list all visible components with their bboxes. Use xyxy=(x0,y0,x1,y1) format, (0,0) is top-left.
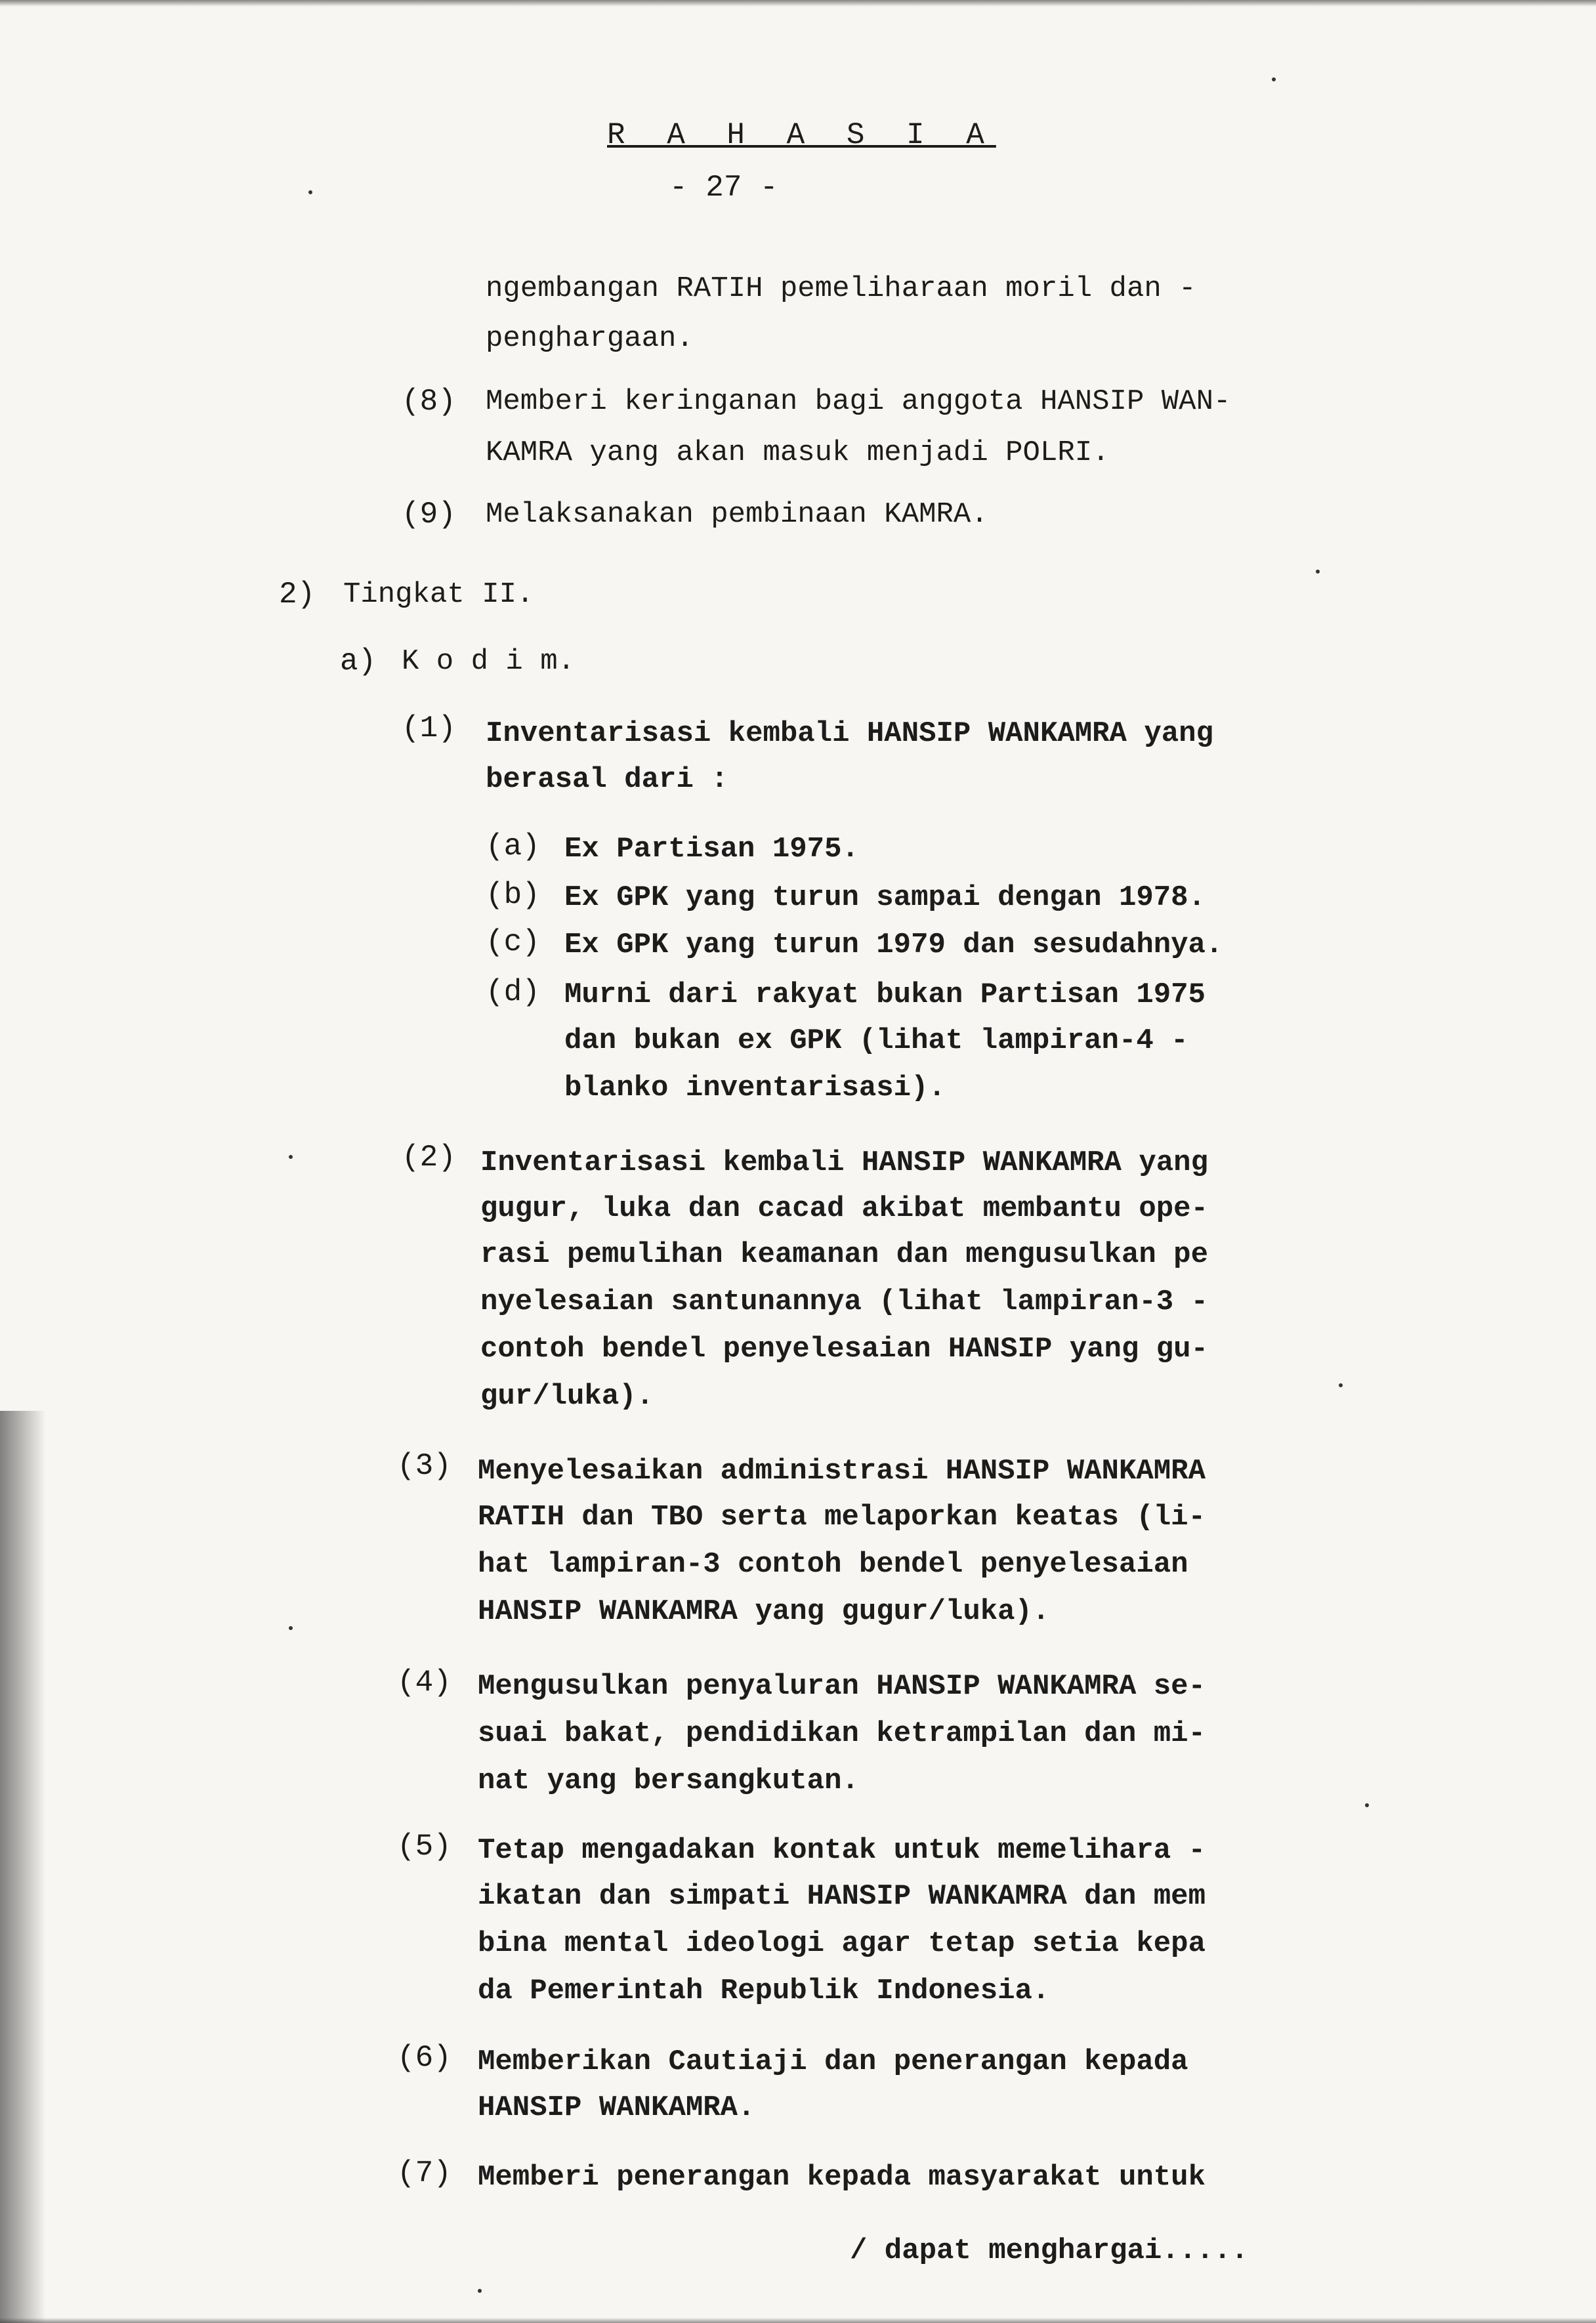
item-text-line: Inventarisasi kembali HANSIP WANKAMRA yang xyxy=(486,717,1213,750)
item-text-line: Menyelesaikan administrasi HANSIP WANKAMRA xyxy=(478,1455,1206,1488)
item-label: (4) xyxy=(397,1665,452,1700)
item-text-line: Memberi penerangan kepada masyarakat untuk xyxy=(478,2161,1206,2194)
item-text-line: Mengusulkan penyaluran HANSIP WANKAMRA se- xyxy=(478,1670,1206,1703)
continuation-line-1: ngembangan RATIH pemeliharaan moril dan - xyxy=(486,272,1196,305)
item-text-line: da Pemerintah Republik Indonesia. xyxy=(478,1975,1050,2007)
section-title: Tingkat II. xyxy=(343,578,534,611)
item-text-line: Melaksanakan pembinaan KAMRA. xyxy=(486,498,988,531)
item-label: (2) xyxy=(402,1141,456,1175)
item-text-line: gur/luka). xyxy=(480,1380,654,1413)
subitem-text-line: Murni dari rakyat bukan Partisan 1975 xyxy=(564,978,1206,1011)
section-label: 2) xyxy=(279,577,316,612)
item-text-line: hat lampiran-3 contoh bendel penyelesaian xyxy=(478,1548,1188,1581)
item-text-line: Tetap mengadakan kontak untuk memelihara - xyxy=(478,1834,1206,1867)
subitem-text-line: Ex Partisan 1975. xyxy=(564,833,859,866)
scan-speck xyxy=(308,190,312,194)
subitem-label: (b) xyxy=(486,878,540,912)
classification-header: R A H A S I A xyxy=(607,118,996,152)
scan-speck xyxy=(289,1626,293,1630)
item-text-line: ikatan dan simpati HANSIP WANKAMRA dan mem xyxy=(478,1880,1206,1913)
item-text-line: berasal dari : xyxy=(486,763,728,796)
subitem-text-line: dan bukan ex GPK (lihat lampiran-4 - xyxy=(564,1024,1188,1057)
item-text-line: rasi pemulihan keamanan dan mengusulkan pe xyxy=(480,1238,1208,1271)
item-text-line: Memberi keringanan bagi anggota HANSIP WAN- xyxy=(486,385,1231,418)
item-label: (5) xyxy=(397,1830,452,1864)
item-label: (7) xyxy=(397,2156,452,2190)
subitem-label: (c) xyxy=(486,925,540,959)
subitem-text-line: blanko inventarisasi). xyxy=(564,1072,946,1104)
scan-speck xyxy=(1339,1383,1343,1387)
subsection-label: a) xyxy=(340,644,377,679)
item-text-line: bina mental ideologi agar tetap setia kepa xyxy=(478,1927,1206,1960)
page-number: - 27 - xyxy=(669,171,778,205)
item-text-line: contoh bendel penyelesaian HANSIP yang gu- xyxy=(480,1333,1208,1366)
item-text-line: HANSIP WANKAMRA yang gugur/luka). xyxy=(478,1595,1050,1628)
item-label: (1) xyxy=(402,711,456,745)
item-text-line: RATIH dan TBO serta melaporkan keatas (li- xyxy=(478,1501,1206,1534)
item-text-line: HANSIP WANKAMRA. xyxy=(478,2091,755,2124)
item-text-line: suai bakat, pendidikan ketrampilan dan mi- xyxy=(478,1717,1206,1750)
subsection-title: K o d i m. xyxy=(402,645,576,678)
scan-speck xyxy=(1316,570,1320,574)
scan-speck xyxy=(289,1155,293,1159)
subitem-text-line: Ex GPK yang turun sampai dengan 1978. xyxy=(564,881,1206,914)
item-text-line: nyelesaian santunannya (lihat lampiran-3 - xyxy=(480,1286,1208,1318)
scan-edge-bottom xyxy=(0,2318,1596,2323)
item-text-line: Inventarisasi kembali HANSIP WANKAMRA yang xyxy=(480,1146,1208,1179)
catchword: / dapat menghargai..... xyxy=(850,2234,1249,2267)
scan-edge-left xyxy=(0,1411,46,2323)
item-text-line: Memberikan Cautiaji dan penerangan kepada xyxy=(478,2045,1188,2078)
item-label: (3) xyxy=(397,1449,452,1483)
scan-speck xyxy=(1272,77,1276,81)
scan-speck xyxy=(478,2289,482,2293)
item-label: (6) xyxy=(397,2041,452,2075)
subitem-label: (a) xyxy=(486,829,540,864)
item-text-line: nat yang bersangkutan. xyxy=(478,1765,859,1797)
subitem-label: (d) xyxy=(486,975,540,1009)
item-text-line: KAMRA yang akan masuk menjadi POLRI. xyxy=(486,436,1110,469)
item-label: (9) xyxy=(402,497,456,532)
continuation-line-2: penghargaan. xyxy=(486,322,694,355)
scan-speck xyxy=(1365,1803,1369,1807)
item-text-line: gugur, luka dan cacad akibat membantu ope- xyxy=(480,1192,1208,1225)
scan-edge-top xyxy=(0,0,1596,7)
subitem-text-line: Ex GPK yang turun 1979 dan sesudahnya. xyxy=(564,929,1223,961)
item-label: (8) xyxy=(402,385,456,419)
